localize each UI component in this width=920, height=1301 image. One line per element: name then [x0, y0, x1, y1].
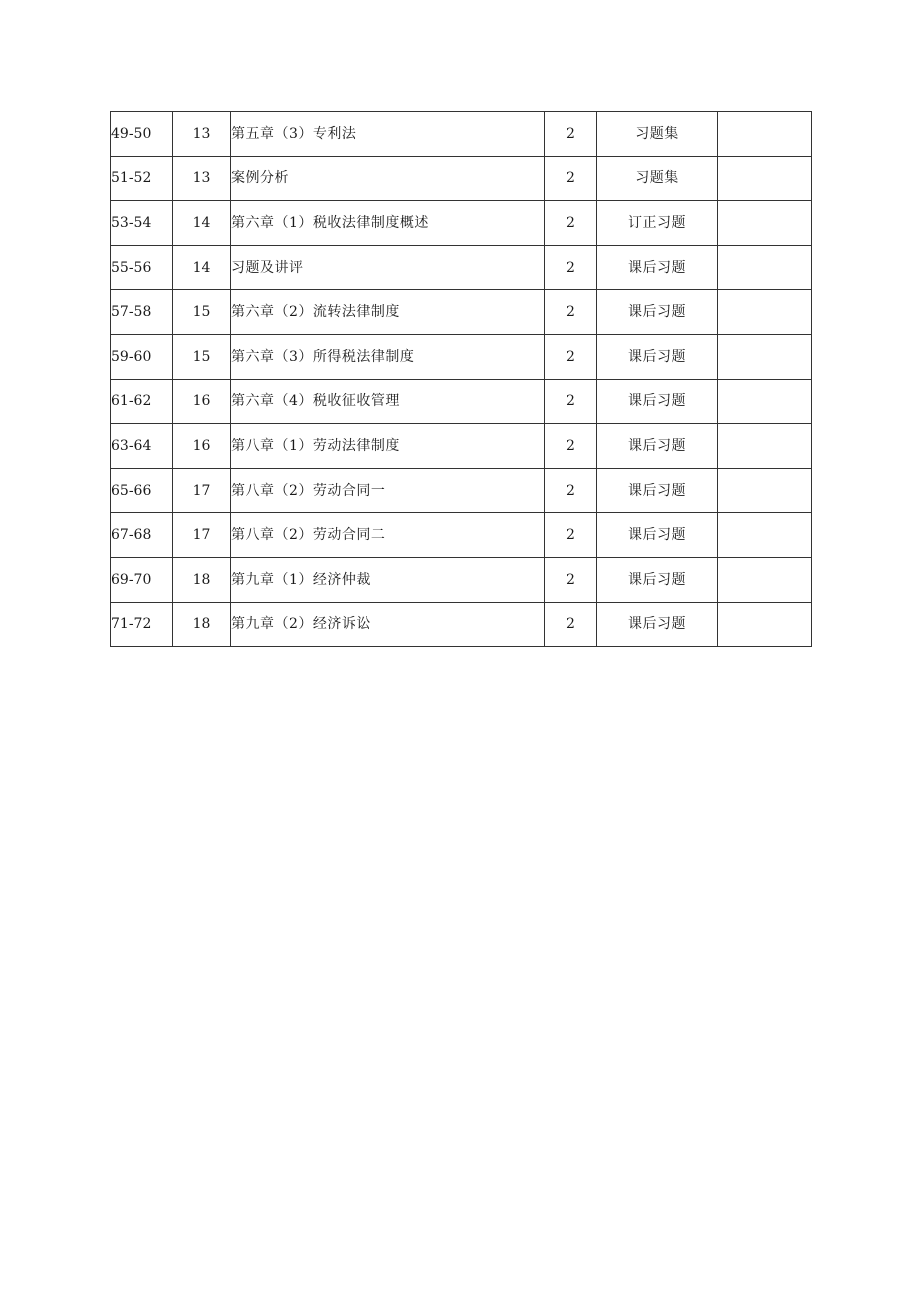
table-row: [111, 379, 812, 424]
period-cell: 71-72: [111, 602, 173, 647]
topic-cell: 第八章（2）劳动合同二: [231, 513, 545, 558]
period-cell: 57-58: [111, 290, 173, 335]
homework-cell: 课后习题: [597, 468, 718, 513]
homework-cell: 课后习题: [597, 424, 718, 469]
table-row: [111, 156, 812, 201]
week-cell: 16: [173, 379, 231, 424]
notes-cell: [718, 379, 812, 424]
homework-cell: 习题集: [597, 112, 718, 157]
notes-cell: [718, 557, 812, 602]
notes-cell: [718, 468, 812, 513]
period-cell: 53-54: [111, 201, 173, 246]
notes-cell: [718, 513, 812, 558]
hours-cell: 2: [545, 290, 597, 335]
topic-cell: 第八章（2）劳动合同一: [231, 468, 545, 513]
week-cell: 15: [173, 334, 231, 379]
homework-cell: 课后习题: [597, 245, 718, 290]
topic-cell: 习题及讲评: [231, 245, 545, 290]
document-page: [110, 111, 812, 647]
table-row: [111, 290, 812, 335]
table-row: [111, 557, 812, 602]
hours-cell: 2: [545, 424, 597, 469]
notes-cell: [718, 424, 812, 469]
week-cell: 14: [173, 201, 231, 246]
hours-cell: 2: [545, 379, 597, 424]
topic-cell: 第六章（4）税收征收管理: [231, 379, 545, 424]
period-cell: 55-56: [111, 245, 173, 290]
table-row: [111, 424, 812, 469]
period-cell: 49-50: [111, 112, 173, 157]
week-cell: 17: [173, 468, 231, 513]
homework-cell: 课后习题: [597, 557, 718, 602]
notes-cell: [718, 112, 812, 157]
hours-cell: 2: [545, 201, 597, 246]
table-row: [111, 513, 812, 558]
notes-cell: [718, 156, 812, 201]
week-cell: 13: [173, 112, 231, 157]
topic-cell: 第五章（3）专利法: [231, 112, 545, 157]
table-row: [111, 602, 812, 647]
homework-cell: 课后习题: [597, 379, 718, 424]
period-cell: 67-68: [111, 513, 173, 558]
period-cell: 59-60: [111, 334, 173, 379]
hours-cell: 2: [545, 557, 597, 602]
week-cell: 13: [173, 156, 231, 201]
period-cell: 61-62: [111, 379, 173, 424]
topic-cell: 第九章（2）经济诉讼: [231, 602, 545, 647]
table-row: [111, 201, 812, 246]
table-body: [111, 112, 812, 647]
homework-cell: 课后习题: [597, 513, 718, 558]
period-cell: 51-52: [111, 156, 173, 201]
period-cell: 69-70: [111, 557, 173, 602]
topic-cell: 第八章（1）劳动法律制度: [231, 424, 545, 469]
week-cell: 16: [173, 424, 231, 469]
hours-cell: 2: [545, 602, 597, 647]
topic-cell: 第九章（1）经济仲裁: [231, 557, 545, 602]
topic-cell: 案例分析: [231, 156, 545, 201]
homework-cell: 习题集: [597, 156, 718, 201]
homework-cell: 课后习题: [597, 290, 718, 335]
homework-cell: 订正习题: [597, 201, 718, 246]
notes-cell: [718, 201, 812, 246]
hours-cell: 2: [545, 513, 597, 558]
notes-cell: [718, 290, 812, 335]
homework-cell: 课后习题: [597, 334, 718, 379]
table-row: [111, 468, 812, 513]
week-cell: 14: [173, 245, 231, 290]
table-row: [111, 245, 812, 290]
period-cell: 65-66: [111, 468, 173, 513]
notes-cell: [718, 602, 812, 647]
topic-cell: 第六章（2）流转法律制度: [231, 290, 545, 335]
week-cell: 18: [173, 602, 231, 647]
topic-cell: 第六章（1）税收法律制度概述: [231, 201, 545, 246]
notes-cell: [718, 245, 812, 290]
week-cell: 15: [173, 290, 231, 335]
teaching-schedule-table: [110, 111, 812, 647]
hours-cell: 2: [545, 156, 597, 201]
hours-cell: 2: [545, 245, 597, 290]
hours-cell: 2: [545, 112, 597, 157]
notes-cell: [718, 334, 812, 379]
topic-cell: 第六章（3）所得税法律制度: [231, 334, 545, 379]
table-row: [111, 334, 812, 379]
week-cell: 17: [173, 513, 231, 558]
hours-cell: 2: [545, 468, 597, 513]
table-row: [111, 112, 812, 157]
hours-cell: 2: [545, 334, 597, 379]
homework-cell: 课后习题: [597, 602, 718, 647]
period-cell: 63-64: [111, 424, 173, 469]
week-cell: 18: [173, 557, 231, 602]
